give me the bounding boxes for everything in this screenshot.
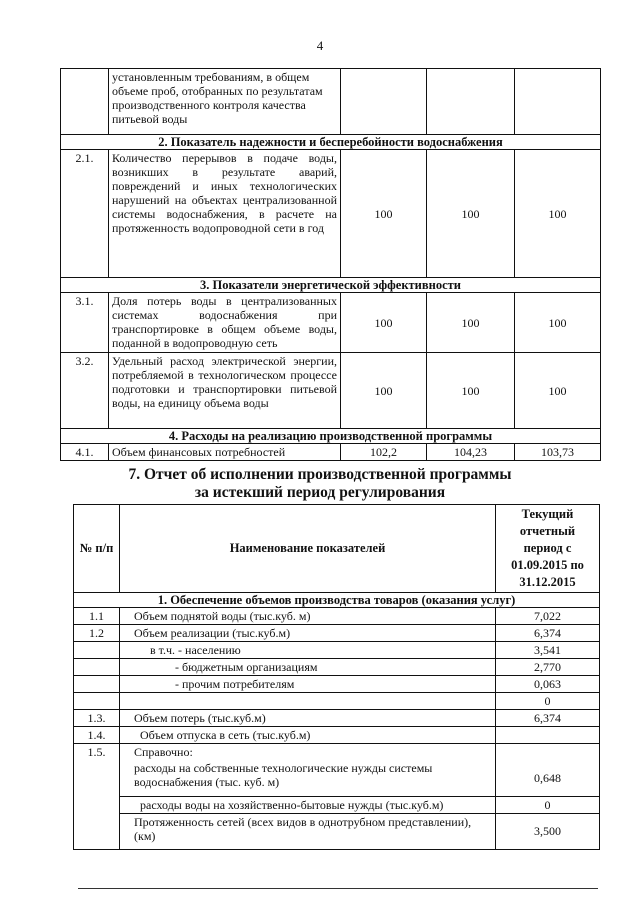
row-number: 3.1. — [61, 293, 109, 353]
indicators-table — [60, 68, 601, 461]
value-cell: 100 — [341, 150, 427, 278]
row-value: 2,770 — [496, 659, 600, 676]
value-cell: 100 — [427, 150, 515, 278]
section-title-4: 4. Расходы на реализацию производственной программы — [61, 429, 601, 444]
row-text: Доля потерь воды в централизованных системах водоснабжения при транспортировке в общем объеме воды, поданной в водопроводную сеть — [109, 293, 341, 353]
value-cell: 100 — [515, 150, 601, 278]
value-cell: 100 — [515, 353, 601, 429]
row-value — [496, 727, 600, 744]
row-name: Объем отпуска в сеть (тыс.куб.м) — [120, 727, 496, 744]
row-number: 4.1. — [61, 444, 109, 461]
row-number: 3.2. — [61, 353, 109, 429]
row-name: - бюджетным организациям — [120, 659, 496, 676]
row-number: 2.1. — [61, 150, 109, 278]
row-text: Удельный расход электрической энергии, потребляемой в технологическом процессе подготовки и транспортировки питьевой воды, на единицу объема воды — [109, 353, 341, 429]
value-cell: 103,73 — [515, 444, 601, 461]
table-row — [74, 608, 600, 625]
row-value — [496, 744, 600, 761]
row-name: в т.ч. - населению — [120, 642, 496, 659]
value-cell: 100 — [427, 353, 515, 429]
row-name — [120, 693, 496, 710]
row-number: 1.3. — [74, 710, 120, 727]
section-header — [61, 429, 601, 444]
section-header — [61, 135, 601, 150]
row-number: 1.4. — [74, 727, 120, 744]
table-row — [74, 659, 600, 676]
table-row — [74, 744, 600, 761]
section-title-2: 2. Показатель надежности и бесперебойности водоснабжения — [61, 135, 601, 150]
row-number: 1.1 — [74, 608, 120, 625]
table-row — [74, 727, 600, 744]
row-name: Объем потерь (тыс.куб.м) — [120, 710, 496, 727]
row-value: 0,648 — [496, 760, 600, 796]
table-row — [61, 353, 601, 429]
title-line-2: за истекший период регулирования — [194, 484, 446, 501]
row-name: - прочим потребителям — [120, 676, 496, 693]
row-number — [74, 659, 120, 676]
section-title-1: 1. Обеспечение объемов производства товаров (оказания услуг) — [74, 593, 600, 608]
value-cell: 100 — [515, 293, 601, 353]
row-value: 0 — [496, 693, 600, 710]
row-value: 0 — [496, 796, 600, 813]
table-row — [74, 642, 600, 659]
row-number: 1.5. — [74, 744, 120, 850]
section-header — [61, 278, 601, 293]
row-number: 1.2 — [74, 625, 120, 642]
value-cell: 104,23 — [427, 444, 515, 461]
row-value: 6,374 — [496, 625, 600, 642]
row-value: 6,374 — [496, 710, 600, 727]
section-7-title — [0, 466, 640, 502]
section-title-3: 3. Показатели энергетической эффективности — [61, 278, 601, 293]
bottom-divider — [78, 888, 598, 889]
title-line-1: 7. Отчет об исполнении производственной программы — [128, 466, 512, 483]
row-value: 3,500 — [496, 813, 600, 849]
page-number: 4 — [316, 38, 324, 53]
row-number — [74, 642, 120, 659]
row-name: Объем поднятой воды (тыс.куб. м) — [120, 608, 496, 625]
row-text: Количество перерывов в подаче воды, возникших в результате аварий, повреждений и иных технологических нарушений на объектах централизованной системы водоснабжения, в расчете на протяженность водопроводной сети в год — [109, 150, 341, 278]
header-row — [74, 505, 600, 593]
table-row — [74, 813, 600, 849]
table-row — [74, 676, 600, 693]
row-value: 3,541 — [496, 642, 600, 659]
table-row — [61, 69, 601, 135]
report-table — [73, 504, 600, 850]
table-row — [74, 796, 600, 813]
table-row — [74, 710, 600, 727]
row-name: Справочно: — [120, 744, 496, 761]
row-name: Протяженность сетей (всех видов в однотрубном представлении), (км) — [120, 813, 496, 849]
row-number — [74, 693, 120, 710]
row-value: 0,063 — [496, 676, 600, 693]
table-row — [74, 693, 600, 710]
row-text: Объем финансовых потребностей — [109, 444, 341, 461]
row-text: установленным требованиям, в общем объеме проб, отобранных по результатам производственного контроля качества питьевой воды — [109, 69, 341, 135]
table-row — [61, 150, 601, 278]
row-value: 7,022 — [496, 608, 600, 625]
table-row — [74, 760, 600, 796]
value-cell: 100 — [341, 293, 427, 353]
header-num: № п/п — [74, 505, 120, 593]
row-name: Объем реализации (тыс.куб.м) — [120, 625, 496, 642]
section-header — [74, 593, 600, 608]
table-row — [74, 625, 600, 642]
row-number — [74, 676, 120, 693]
row-name: расходы воды на хозяйственно-бытовые нужды (тыс.куб.м) — [120, 796, 496, 813]
table-row — [61, 444, 601, 461]
table-row — [61, 293, 601, 353]
header-name: Наименование показателей — [120, 505, 496, 593]
header-period: Текущий отчетный период с 01.09.2015 по 31.12.2015 — [496, 505, 600, 593]
value-cell: 100 — [341, 353, 427, 429]
row-name: расходы на собственные технологические нужды системы водоснабжения (тыс. куб. м) — [120, 760, 496, 796]
value-cell: 102,2 — [341, 444, 427, 461]
value-cell: 100 — [427, 293, 515, 353]
